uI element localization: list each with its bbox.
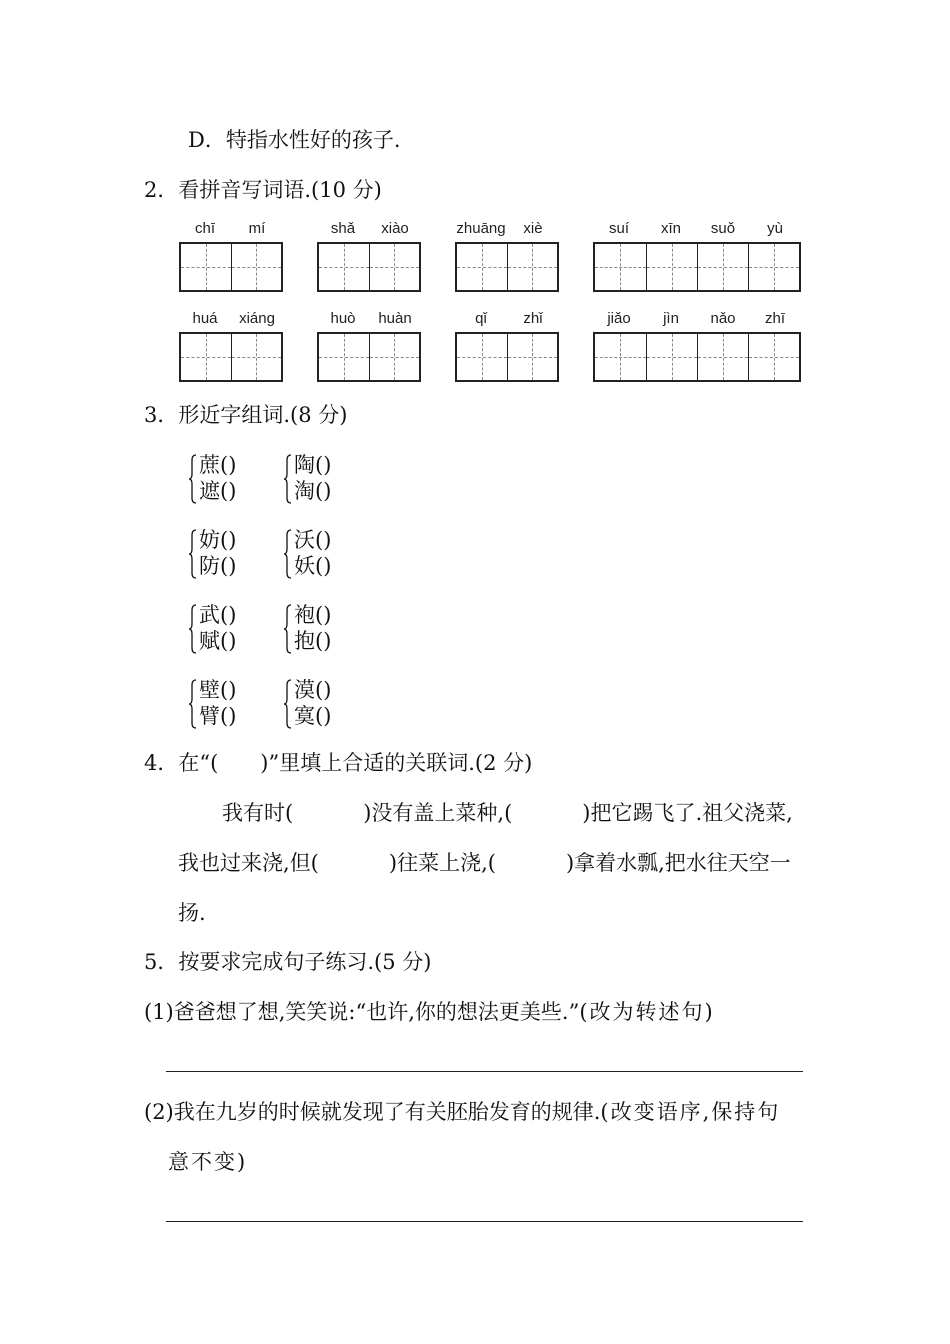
character-writing-cell[interactable] bbox=[646, 334, 697, 380]
pinyin-syllable: huò bbox=[330, 310, 356, 327]
character-writing-cell[interactable] bbox=[457, 244, 507, 290]
pinyin-word-group bbox=[455, 310, 559, 384]
pinyin-syllable: chī bbox=[194, 220, 215, 237]
pinyin-syllable: xīn bbox=[660, 220, 681, 237]
brace-icon bbox=[284, 679, 292, 729]
pinyin-syllable: suǒ bbox=[710, 220, 736, 237]
pinyin-syllable: nǎo bbox=[710, 310, 736, 327]
pinyin-word-group bbox=[317, 310, 421, 384]
brace-icon bbox=[189, 604, 197, 654]
similar-character-pair bbox=[189, 677, 259, 733]
pinyin-row bbox=[179, 220, 283, 240]
pinyin-row bbox=[455, 310, 559, 330]
character-writing-cell[interactable] bbox=[595, 244, 646, 290]
pinyin-syllable: mí bbox=[248, 220, 266, 237]
sentence-1-text: (1)爸爸想了想,笑笑说:“也许,你的想法更美些.” bbox=[144, 1000, 580, 1024]
character-with-blank[interactable]: 陶() bbox=[294, 453, 332, 477]
character-with-blank[interactable]: 壁() bbox=[199, 678, 237, 702]
similar-character-pair bbox=[284, 677, 354, 733]
writing-grid bbox=[455, 332, 559, 382]
character-writing-cell[interactable] bbox=[697, 334, 748, 380]
writing-grid bbox=[593, 242, 801, 292]
pinyin-syllable: xiào bbox=[381, 220, 409, 237]
character-with-blank[interactable]: 武() bbox=[199, 603, 237, 627]
brace-icon bbox=[189, 529, 197, 579]
pinyin-syllable: yù bbox=[767, 220, 783, 237]
pinyin-syllable: zhī bbox=[764, 310, 785, 327]
character-with-blank[interactable]: 遮() bbox=[199, 479, 237, 503]
sentence-2-instruction-cont: 意不变) bbox=[168, 1150, 248, 1174]
sentence-1-instruction: (改为转述句) bbox=[579, 1000, 715, 1024]
pinyin-row bbox=[179, 310, 283, 330]
character-writing-cell[interactable] bbox=[231, 334, 281, 380]
q4-text: 我有时( bbox=[222, 801, 294, 825]
writing-grid bbox=[317, 242, 421, 292]
pinyin-word-group bbox=[455, 220, 559, 294]
brace-icon bbox=[284, 604, 292, 654]
pinyin-syllable: jiǎo bbox=[607, 310, 631, 327]
brace-icon bbox=[284, 529, 292, 579]
pinyin-syllable: shǎ bbox=[330, 220, 356, 237]
pinyin-row bbox=[593, 220, 801, 240]
question-4-heading: 4．在“( )”里填上合适的关联词.(2 分) bbox=[144, 751, 533, 775]
similar-character-pair bbox=[189, 602, 259, 658]
character-writing-cell[interactable] bbox=[181, 244, 231, 290]
character-with-blank[interactable]: 赋() bbox=[199, 629, 237, 653]
character-with-blank[interactable]: 臂() bbox=[199, 704, 237, 728]
q4-text: )拿着水瓢,把水往天空一 bbox=[565, 851, 791, 875]
pinyin-syllable: huàn bbox=[378, 310, 412, 327]
question-2-heading: 2．看拼音写词语.(10 分) bbox=[144, 178, 382, 202]
character-writing-cell[interactable] bbox=[369, 244, 419, 290]
character-with-blank[interactable]: 淘() bbox=[294, 479, 332, 503]
brace-icon bbox=[189, 679, 197, 729]
pinyin-syllable: zhǐ bbox=[523, 310, 543, 327]
pinyin-syllable: huá bbox=[192, 310, 218, 327]
similar-character-pair bbox=[284, 602, 354, 658]
option-d: D．特指水性好的孩子. bbox=[188, 128, 401, 152]
sentence-2 bbox=[144, 1098, 780, 1126]
character-writing-cell[interactable] bbox=[457, 334, 507, 380]
similar-character-pair bbox=[284, 452, 354, 508]
answer-line-1[interactable] bbox=[166, 1071, 803, 1072]
pinyin-syllable: xiáng bbox=[239, 310, 275, 327]
pinyin-row bbox=[317, 220, 421, 240]
pinyin-word-group bbox=[317, 220, 421, 294]
pinyin-row bbox=[317, 310, 421, 330]
character-writing-cell[interactable] bbox=[748, 334, 799, 380]
character-with-blank[interactable]: 抱() bbox=[294, 629, 332, 653]
character-with-blank[interactable]: 漠() bbox=[294, 678, 332, 702]
character-writing-cell[interactable] bbox=[595, 334, 646, 380]
character-with-blank[interactable]: 蔗() bbox=[199, 453, 237, 477]
q4-text: )往菜上浇,( bbox=[388, 851, 496, 875]
character-writing-cell[interactable] bbox=[697, 244, 748, 290]
writing-grid bbox=[455, 242, 559, 292]
q4-line-1 bbox=[222, 799, 793, 827]
character-writing-cell[interactable] bbox=[507, 244, 557, 290]
character-with-blank[interactable]: 寞() bbox=[294, 704, 332, 728]
q4-line-3: 扬. bbox=[178, 901, 206, 925]
character-writing-cell[interactable] bbox=[181, 334, 231, 380]
question-5-heading: 5．按要求完成句子练习.(5 分) bbox=[144, 950, 432, 974]
character-with-blank[interactable]: 防() bbox=[199, 554, 237, 578]
writing-grid bbox=[593, 332, 801, 382]
character-with-blank[interactable]: 沃() bbox=[294, 528, 332, 552]
pinyin-word-group bbox=[593, 220, 801, 294]
q4-line-2 bbox=[178, 849, 791, 877]
pinyin-row bbox=[593, 310, 801, 330]
character-writing-cell[interactable] bbox=[231, 244, 281, 290]
character-writing-cell[interactable] bbox=[319, 244, 369, 290]
q4-text: )把它踢飞了.祖父浇菜, bbox=[582, 801, 793, 825]
character-writing-cell[interactable] bbox=[748, 244, 799, 290]
pinyin-syllable: qǐ bbox=[475, 310, 487, 327]
pinyin-syllable: xiè bbox=[523, 220, 543, 237]
pinyin-syllable: jìn bbox=[663, 310, 679, 327]
similar-character-pair bbox=[189, 527, 259, 583]
brace-icon bbox=[284, 454, 292, 504]
pinyin-row bbox=[455, 220, 559, 240]
pinyin-syllable: zhuāng bbox=[456, 220, 506, 237]
character-writing-cell[interactable] bbox=[319, 334, 369, 380]
pinyin-word-group bbox=[179, 220, 283, 294]
brace-icon bbox=[189, 454, 197, 504]
character-writing-cell[interactable] bbox=[369, 334, 419, 380]
character-with-blank[interactable]: 妨() bbox=[199, 528, 237, 552]
similar-character-pair bbox=[284, 527, 354, 583]
character-writing-cell[interactable] bbox=[646, 244, 697, 290]
pinyin-word-group bbox=[179, 310, 283, 384]
writing-grid bbox=[179, 332, 283, 382]
similar-character-pair bbox=[189, 452, 259, 508]
sentence-2-text: (2)我在九岁的时候就发现了有关胚胎发育的规律. bbox=[144, 1100, 601, 1124]
q4-text: 我也过来浇,但( bbox=[178, 851, 319, 875]
question-3-heading: 3．形近字组词.(8 分) bbox=[144, 403, 348, 427]
pinyin-word-group bbox=[593, 310, 801, 384]
answer-line-2[interactable] bbox=[166, 1221, 803, 1222]
sentence-2-instruction: (改变语序,保持句 bbox=[600, 1100, 781, 1124]
writing-grid bbox=[317, 332, 421, 382]
sentence-1 bbox=[144, 998, 715, 1026]
character-with-blank[interactable]: 袍() bbox=[294, 603, 332, 627]
writing-grid bbox=[179, 242, 283, 292]
q4-text: )没有盖上菜种,( bbox=[363, 801, 513, 825]
character-with-blank[interactable]: 妖() bbox=[294, 554, 332, 578]
pinyin-syllable: suí bbox=[608, 220, 629, 237]
character-writing-cell[interactable] bbox=[507, 334, 557, 380]
